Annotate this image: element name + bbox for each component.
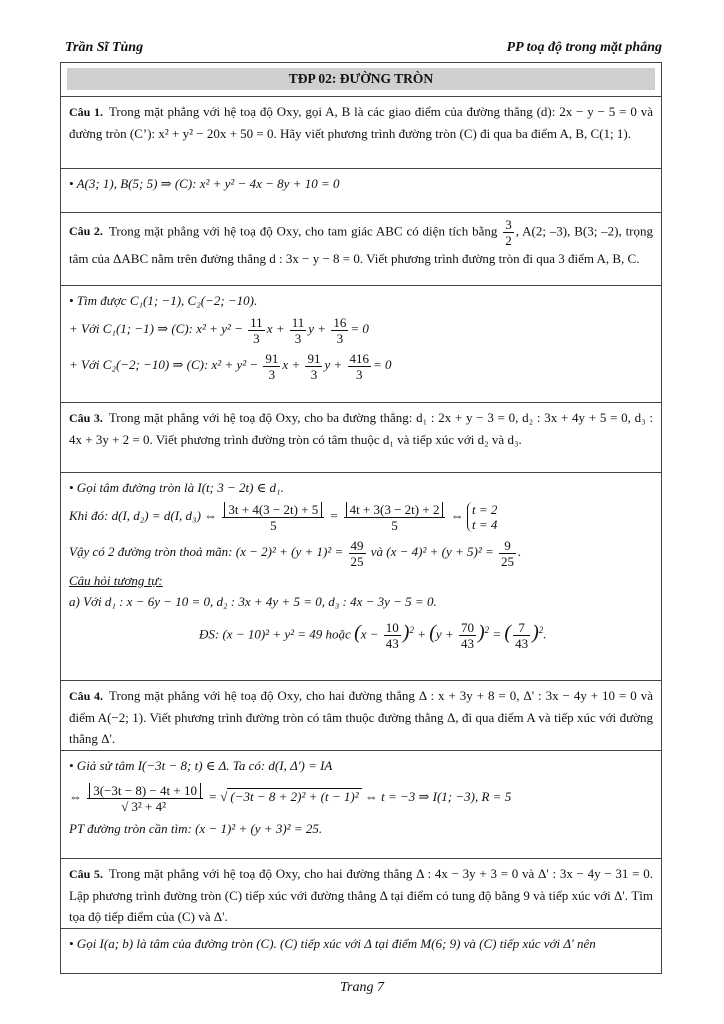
q1-text: Trong mặt phẳng với hệ toạ độ Oxy, gọi A, B là các giao điểm của đường thẳng (d): 2x − y − 5 = 0 và đường tròn (C’): x² + y² − 20x + 50 = 0. Hãy viết phương trình đường tròn (C) đi qua ba điểm A, B, C(1; 1). [69, 104, 653, 141]
q1-answer: • A(3; 1), B(5; 5) ⇒ (C): x² + y² − 4x − 8y + 10 = 0 [69, 176, 340, 191]
q2-answer-1: • Tìm được C₁(1; −1), C₂(−2; −10). [69, 293, 258, 308]
q2-label: Câu 2. [69, 224, 103, 239]
q2-area-fraction: $\frac{3}{2}$ [505, 217, 512, 248]
q4-answer-2: ⇔ $\frac{3(-3t - 8) - 4t + 10}{\text{√ 3² + 4²}}$ = √ (−3t − 8 + 2)² + (t − 1)² ⇔ t = −3 ⇒ I(1; −3), R = 5 [69, 782, 512, 814]
answer-1 [61, 168, 661, 212]
similar-question-a: a) Với d₁ : x − 6y − 10 = 0, d₂ : 3x + 4y + 5 = 0, d₃ : 4x − 3y − 5 = 0. [69, 594, 437, 609]
q4-text: Trong mặt phẳng với hệ toạ độ Oxy, cho hai đường thẳng Δ : x + 3y + 8 = 0, Δ' : 3x − 4y + 10 = 0 và điểm A(−2; 1). Viết phương trình đường tròn có tâm thuộc đường thẳng Δ, đi qua điểm A và tiếp xúc với đường thẳng Δ'. [69, 688, 653, 746]
q5-answer-1: • Gọi I(a; b) là tâm của đường tròn (C). (C) tiếp xúc với Δ tại điểm M(6; 9) và (C) tiếp xúc với Δ' nên [69, 936, 596, 951]
q3-answer-1: • Gọi tâm đường tròn là I(t; 3 − 2t) ∈ d₁. [69, 480, 284, 495]
header-author: Trần Sĩ Tùng [65, 40, 144, 55]
similar-questions-title: Câu hỏi tương tự: [69, 573, 163, 588]
q3-label: Câu 3. [69, 411, 103, 425]
answer-4 [61, 750, 661, 858]
q3-similar-answer: ĐS: (x − 10)² + y² = 49 hoặc (x − $\frac{10}{43}$ )$^2$ + (y + $\frac{70}{43}$ )$^2$ = ( $\frac{7}{43}$ )$^2$. [199, 619, 547, 651]
section-banner: TĐP 02: ĐƯỜNG TRÒN [67, 68, 655, 90]
q3-answer-2: Khi đó: d(I, d₂) = d(I, d₃) ⇔ $\frac{3t + 4(3 - 2t) + 5}{5}$ = $\frac{4t + 3(3 - 2t) + 2}{5}$ ⇔ t = 2 t = 4 [69, 501, 498, 533]
q1-label: Câu 1. [69, 105, 103, 119]
q3-text: Trong mặt phẳng với hệ toạ độ Oxy, cho ba đường thẳng: d₁ : 2x + y − 3 = 0, d₂ : 3x + 4y + 5 = 0, d₃ : 4x + 3y + 2 = 0. Viết phương trình đường tròn có tâm thuộc d₁ và tiếp xúc với d₂ và d₃. [69, 410, 653, 447]
content-frame [60, 62, 662, 974]
question-1 [61, 96, 661, 168]
question-5 [61, 858, 661, 928]
q4-answer-3: PT đường tròn cần tìm: (x − 1)² + (y + 3)² = 25. [69, 821, 323, 836]
q2-text-b: , A(2; –3), B(3; –2), trọng tâm của ΔABC nằm trên đường thẳng d : 3x − y − 8 = 0. Viết phương trình đường tròn đi qua 3 điểm A, B, C. [69, 223, 654, 266]
q4-answer-1: • Giả sử tâm I(−3t − 8; t) ∈ Δ. Ta có: d(I, Δ') = IA [69, 758, 333, 773]
question-2 [61, 212, 661, 285]
header-subject: PP toạ độ trong mặt phẳng [506, 40, 662, 55]
answer-3 [61, 472, 661, 680]
page-header [65, 40, 662, 60]
q5-label: Câu 5. [69, 867, 103, 881]
q3-answer-3: Vậy có 2 đường tròn thoả mãn: (x − 2)² + (y + 1)² = $\frac{49}{25}$ và (x − 4)² + (y + 5)² = $\frac{9}{25}$ . [69, 537, 522, 569]
q4-label: Câu 4. [69, 689, 104, 703]
page-number: Trang 7 [340, 980, 384, 995]
answer-2 [61, 285, 661, 402]
q5-text: Trong mặt phẳng với hệ toạ độ Oxy, cho hai đường thẳng Δ : 4x − 3y + 3 = 0 và Δ' : 3x − 4y − 31 = 0. Lập phương trình đường tròn (C) tiếp xúc với đường thẳng Δ tại điểm có tung độ bằng 9 và tiếp xúc với Δ'. Tìm tọa độ tiếp điểm của (C) và Δ'. [69, 866, 653, 924]
question-3 [61, 402, 661, 472]
q2-answer-3: + Với C₂(−2; −10) ⇒ (C): x² + y² − $\frac{91}{3}$ x + $\frac{91}{3}$ y + $\frac{416}{3}$ = 0 [69, 350, 392, 382]
q2-text-a: Trong mặt phẳng với hệ toạ độ Oxy, cho tam giác ABC có diện tích bằng [108, 223, 498, 239]
question-4 [61, 680, 661, 750]
answer-5 [61, 928, 661, 974]
q2-answer-2: + Với C₁(1; −1) ⇒ (C): x² + y² − $\frac{11}{3}$ x + $\frac{11}{3}$ y + $\frac{16}{3}$ = 0 [69, 314, 369, 346]
